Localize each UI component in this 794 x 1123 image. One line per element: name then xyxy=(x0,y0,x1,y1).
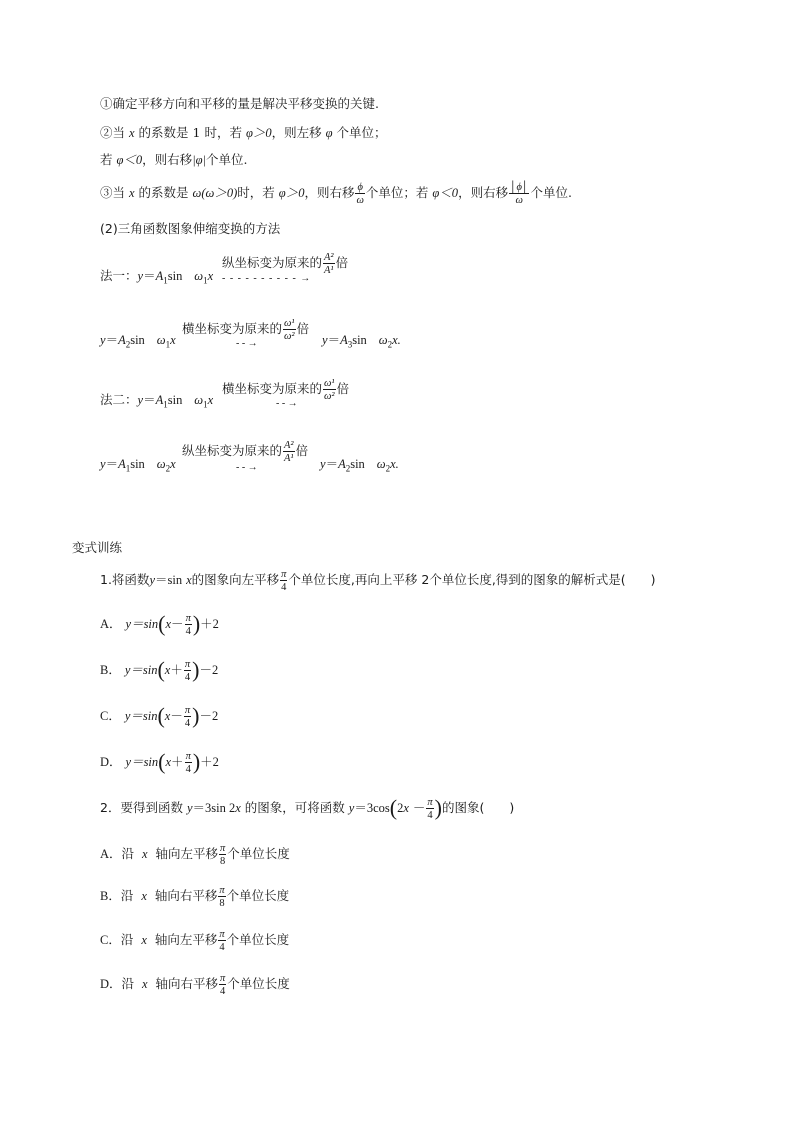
cond-phi-neg: φ＜0 xyxy=(432,186,459,200)
var-x: x xyxy=(403,801,409,815)
rule-4-text-a: ③当 xyxy=(100,185,126,200)
frac-den: A¹ xyxy=(284,453,294,464)
rule-4-text-b: 的系数是 xyxy=(138,185,189,200)
frac-den: 8 xyxy=(220,855,226,867)
option-sign: － xyxy=(171,617,184,631)
eq-sign: ＝ xyxy=(105,333,119,347)
rule-3-text-c: 个单位. xyxy=(205,152,248,167)
rule-2-text-c: ，则左移 xyxy=(271,125,322,140)
frac-num: π xyxy=(184,658,191,670)
var-x: x xyxy=(207,269,214,283)
paren-open: ( xyxy=(157,703,165,728)
expr-y-sin: y＝sin xyxy=(124,663,158,677)
sin: sin xyxy=(167,269,183,283)
option-dir: 轴向左平移 xyxy=(154,932,218,947)
rule-4-text-d: ，则右移 xyxy=(304,185,355,200)
method-1-expr-2 xyxy=(100,332,176,353)
option-tail: －2 xyxy=(199,709,219,723)
var-y: y xyxy=(137,269,144,283)
q1-text-b: ＝sin xyxy=(155,573,183,587)
rule-2b xyxy=(100,152,247,168)
var-y: y xyxy=(186,801,193,815)
rule-1-text: ①确定平移方向和平移的量是解决平移变换的关键. xyxy=(100,96,379,111)
var-omega: ω xyxy=(156,457,166,471)
method-2-label: 法二： xyxy=(100,392,138,407)
dashed-arrow: - - - - - - - - - - → xyxy=(222,273,312,284)
frac-den: 4 xyxy=(185,625,191,637)
fraction-A2-A1 xyxy=(323,252,335,276)
method-2-expr xyxy=(100,392,213,413)
var-x: x xyxy=(170,457,176,471)
bei: 倍 xyxy=(295,443,309,458)
var-y: y xyxy=(322,333,328,347)
sub: 2 xyxy=(125,339,131,350)
paren-open: ( xyxy=(158,749,166,774)
q2-text-g: ＝3cos xyxy=(354,801,390,815)
q2-text-e: 的图象，可将函数 xyxy=(244,800,345,815)
var-x: x xyxy=(129,126,135,140)
option-label: D． xyxy=(100,977,122,991)
sin: sin xyxy=(350,457,365,471)
paren-open: ( xyxy=(157,657,165,682)
option-label: C． xyxy=(100,709,121,723)
frac-num: ω¹ xyxy=(284,318,295,329)
arrow-label: 纵坐标变为原来的 xyxy=(182,443,283,458)
method-1-expr xyxy=(100,268,213,289)
method-1-label: 法一： xyxy=(100,268,138,283)
section-2-title xyxy=(100,221,280,237)
var-y: y xyxy=(348,801,355,815)
sub: 3 xyxy=(347,339,353,350)
sub: 1 xyxy=(163,275,168,286)
bei: 倍 xyxy=(335,255,349,270)
paren-close: ) xyxy=(192,749,201,774)
option-tail: 个单位长度 xyxy=(226,932,290,947)
sin: sin xyxy=(352,333,367,347)
sub: 2 xyxy=(345,463,351,474)
var-x: x xyxy=(235,801,241,815)
var-y: y xyxy=(100,457,106,471)
var-y: y xyxy=(149,573,155,587)
sub: 2 xyxy=(385,463,391,474)
rule-2 xyxy=(100,125,387,141)
frac-num: │ϕ│ xyxy=(510,181,529,193)
frac-den: 4 xyxy=(427,809,433,821)
fraction-pi-4 xyxy=(184,705,191,729)
frac-num: π xyxy=(427,796,433,808)
eq-sign: ＝ xyxy=(327,333,341,347)
cond-phi-pos: φ＞0 xyxy=(245,126,272,140)
eq-sign: ＝ xyxy=(105,457,119,471)
q1-option-d[interactable] xyxy=(100,748,219,776)
paren-close: ) xyxy=(192,657,200,682)
sin: sin xyxy=(167,393,183,407)
frac-num: π xyxy=(220,842,226,854)
sin: sin xyxy=(130,333,145,347)
option-tail: －2 xyxy=(199,663,219,677)
frac-num: π xyxy=(220,972,226,984)
fraction-phi-omega xyxy=(355,182,364,206)
option-label: A． xyxy=(100,847,122,861)
fraction-pi-4 xyxy=(184,659,191,683)
var-A: A xyxy=(155,393,164,407)
option-sign: － xyxy=(170,709,183,723)
var-omega: ω xyxy=(376,457,386,471)
q2-option-d[interactable] xyxy=(100,970,290,998)
dashed-arrow: - - → xyxy=(236,462,258,473)
frac-den: ω² xyxy=(324,391,335,402)
var-omega: ω xyxy=(194,269,204,283)
frac-num: π xyxy=(185,612,191,624)
frac-den: ω xyxy=(509,193,529,206)
option-label: B． xyxy=(100,889,121,903)
method-1-result xyxy=(322,332,401,353)
rule-2-text-a: ②当 xyxy=(100,125,126,140)
var-y: y xyxy=(100,333,106,347)
bei: 倍 xyxy=(336,381,350,396)
option-text: 沿 xyxy=(120,888,134,903)
option-dir: 轴向右平移 xyxy=(154,888,218,903)
sub: 2 xyxy=(387,339,393,350)
frac-num: ω¹ xyxy=(324,378,335,389)
var-y: y xyxy=(137,393,144,407)
fraction-pi-8 xyxy=(218,885,225,909)
q1-option-a[interactable] xyxy=(100,610,219,638)
option-text: 沿 xyxy=(121,846,135,861)
var-x: x. xyxy=(392,333,401,347)
sub: 1 xyxy=(203,399,208,410)
frac-num: ϕ xyxy=(357,181,363,193)
exercise-heading xyxy=(72,540,122,556)
paren-open: ( xyxy=(389,795,398,820)
rule-4-text-g: 个单位. xyxy=(530,185,572,200)
rule-2-text-b: 的系数是 1 时，若 xyxy=(138,125,242,140)
option-label: B． xyxy=(100,663,121,677)
sub: 1 xyxy=(163,399,168,410)
var-x: x xyxy=(207,393,214,407)
fraction-pi-4 xyxy=(185,751,192,775)
frac-den: 4 xyxy=(219,941,225,953)
var-y: y xyxy=(320,457,326,471)
var-x: x xyxy=(170,333,176,347)
rule-2-text-d: 个单位； xyxy=(336,125,387,140)
option-tail: 个单位长度 xyxy=(227,976,290,991)
frac-den: A¹ xyxy=(324,265,334,276)
q1-text-a: 1.将函数 xyxy=(100,572,150,587)
expr-y-sin: y＝sin xyxy=(124,709,158,723)
frac-den: 8 xyxy=(219,897,225,909)
var-phi: φ xyxy=(325,126,333,140)
frac-num: A² xyxy=(324,252,334,263)
option-text: 沿 xyxy=(121,976,135,991)
var-x: x xyxy=(165,617,172,631)
q2-text-c: ＝3sin 2 xyxy=(192,801,236,815)
fraction-pi-4 xyxy=(219,973,226,997)
q2-text-a: 2．要得到函数 xyxy=(100,800,183,815)
arrow-label: 横坐标变为原来的 xyxy=(182,321,283,336)
var-A: A xyxy=(118,333,126,347)
q2-option-b[interactable] xyxy=(100,882,289,910)
var-x: x xyxy=(164,663,171,677)
eq-sign: ＝ xyxy=(143,269,156,283)
exercise-heading-text: 变式训练 xyxy=(72,540,123,555)
sub: 1 xyxy=(165,339,171,350)
option-tail: ＋2 xyxy=(200,755,219,769)
frac-den: ω² xyxy=(284,331,295,342)
var-A: A xyxy=(155,269,164,283)
option-label: C． xyxy=(100,933,121,947)
eq-sign: ＝ xyxy=(143,393,156,407)
expr-y-sin: y＝sin xyxy=(125,755,159,769)
option-tail: 个单位长度 xyxy=(227,846,290,861)
abs-phi: |φ| xyxy=(192,153,206,167)
q1-text-d: 的图象向左平移 xyxy=(191,572,280,587)
sub: 2 xyxy=(165,463,171,474)
dashed-arrow: - - → xyxy=(236,338,258,349)
q2-coef: 2 xyxy=(397,801,404,815)
option-sign: ＋ xyxy=(170,663,183,677)
option-dir: 轴向左平移 xyxy=(155,846,219,861)
arrow-label: 横坐标变为原来的 xyxy=(222,381,323,396)
frac-num: π xyxy=(281,568,287,580)
option-label: D． xyxy=(100,755,122,769)
question-1 xyxy=(100,566,656,594)
paren-open: ( xyxy=(158,611,166,636)
frac-num: A² xyxy=(284,440,294,451)
option-tail: 个单位长度 xyxy=(226,888,290,903)
method-2-expr-2 xyxy=(100,456,176,477)
frac-num: π xyxy=(219,928,225,940)
option-text: 沿 xyxy=(120,932,134,947)
var-x: x xyxy=(186,573,192,587)
expr-y-sin: y＝sin xyxy=(125,617,159,631)
option-dir: 轴向右平移 xyxy=(155,976,219,991)
rule-1 xyxy=(100,96,379,112)
var-x: x xyxy=(164,709,171,723)
question-2 xyxy=(100,794,514,822)
option-sign: ＋ xyxy=(171,755,184,769)
dashed-arrow: - - → xyxy=(276,398,298,409)
var-x: x xyxy=(142,847,148,861)
var-x: x. xyxy=(390,457,399,471)
fraction-pi-4 xyxy=(218,929,225,953)
paren-close: ) xyxy=(192,611,201,636)
var-A: A xyxy=(340,333,348,347)
frac-num: π xyxy=(219,884,225,896)
var-omega: ω xyxy=(156,333,166,347)
method-2-result xyxy=(320,456,399,477)
fraction-A2-A1 xyxy=(283,440,295,464)
bei: 倍 xyxy=(296,321,310,336)
q2-option-a[interactable] xyxy=(100,840,290,868)
q1-option-b[interactable] xyxy=(100,656,218,684)
fraction-w1-w2 xyxy=(283,318,296,342)
fraction-pi-4 xyxy=(280,569,287,593)
option-tail: ＋2 xyxy=(200,617,219,631)
eq-sign: ＝ xyxy=(325,457,339,471)
fraction-absphi-omega xyxy=(509,182,529,206)
frac-num: π xyxy=(184,704,191,716)
q2-text-k: 的图象( ) xyxy=(442,800,515,815)
cond-phi-neg: φ＜0 xyxy=(116,153,143,167)
paren-close: ) xyxy=(434,795,442,820)
section-2-title-text: (2)三角函数图象伸缩变换的方法 xyxy=(100,221,281,236)
var-x: x xyxy=(165,755,172,769)
frac-den: ω xyxy=(356,194,364,206)
rule-3-text-a: 若 xyxy=(100,152,113,167)
cond-phi-pos: φ＞0 xyxy=(278,186,305,200)
fraction-pi-4 xyxy=(426,797,433,821)
var-x: x xyxy=(142,977,148,991)
sub: 1 xyxy=(203,275,208,286)
omega-cond: ω(ω＞0) xyxy=(192,186,238,200)
fraction-w1-w2 xyxy=(323,378,336,402)
var-omega: ω xyxy=(378,333,388,347)
q2-minus: － xyxy=(412,801,426,815)
var-x: x xyxy=(141,889,147,903)
option-label: A． xyxy=(100,617,122,631)
q1-option-c[interactable] xyxy=(100,702,218,730)
var-A: A xyxy=(118,457,126,471)
arrow-label: 纵坐标变为原来的 xyxy=(222,255,323,270)
q2-option-c[interactable] xyxy=(100,926,289,954)
rule-4-text-c: 时，若 xyxy=(237,185,275,200)
frac-num: π xyxy=(185,750,191,762)
fraction-pi-8 xyxy=(219,843,226,867)
frac-den: 4 xyxy=(281,581,287,593)
rule-3 xyxy=(100,180,572,206)
rule-4-text-f: ，则右移 xyxy=(458,185,509,200)
q1-text-e: 个单位长度,再向上平移 2个单位长度,得到的图象的解析式是( ) xyxy=(288,572,656,587)
paren-close: ) xyxy=(192,703,200,728)
rule-3-text-b: ，则右移 xyxy=(142,152,193,167)
sin: sin xyxy=(130,457,145,471)
fraction-pi-4 xyxy=(185,613,192,637)
var-A: A xyxy=(338,457,346,471)
rule-4-text-e: 个单位；若 xyxy=(365,185,429,200)
frac-den: 4 xyxy=(184,717,191,729)
var-x: x xyxy=(141,933,147,947)
var-omega: ω xyxy=(194,393,204,407)
frac-den: 4 xyxy=(184,671,191,683)
frac-den: 4 xyxy=(220,985,226,997)
frac-den: 4 xyxy=(185,763,191,775)
sub: 1 xyxy=(125,463,131,474)
var-x: x xyxy=(129,186,135,200)
